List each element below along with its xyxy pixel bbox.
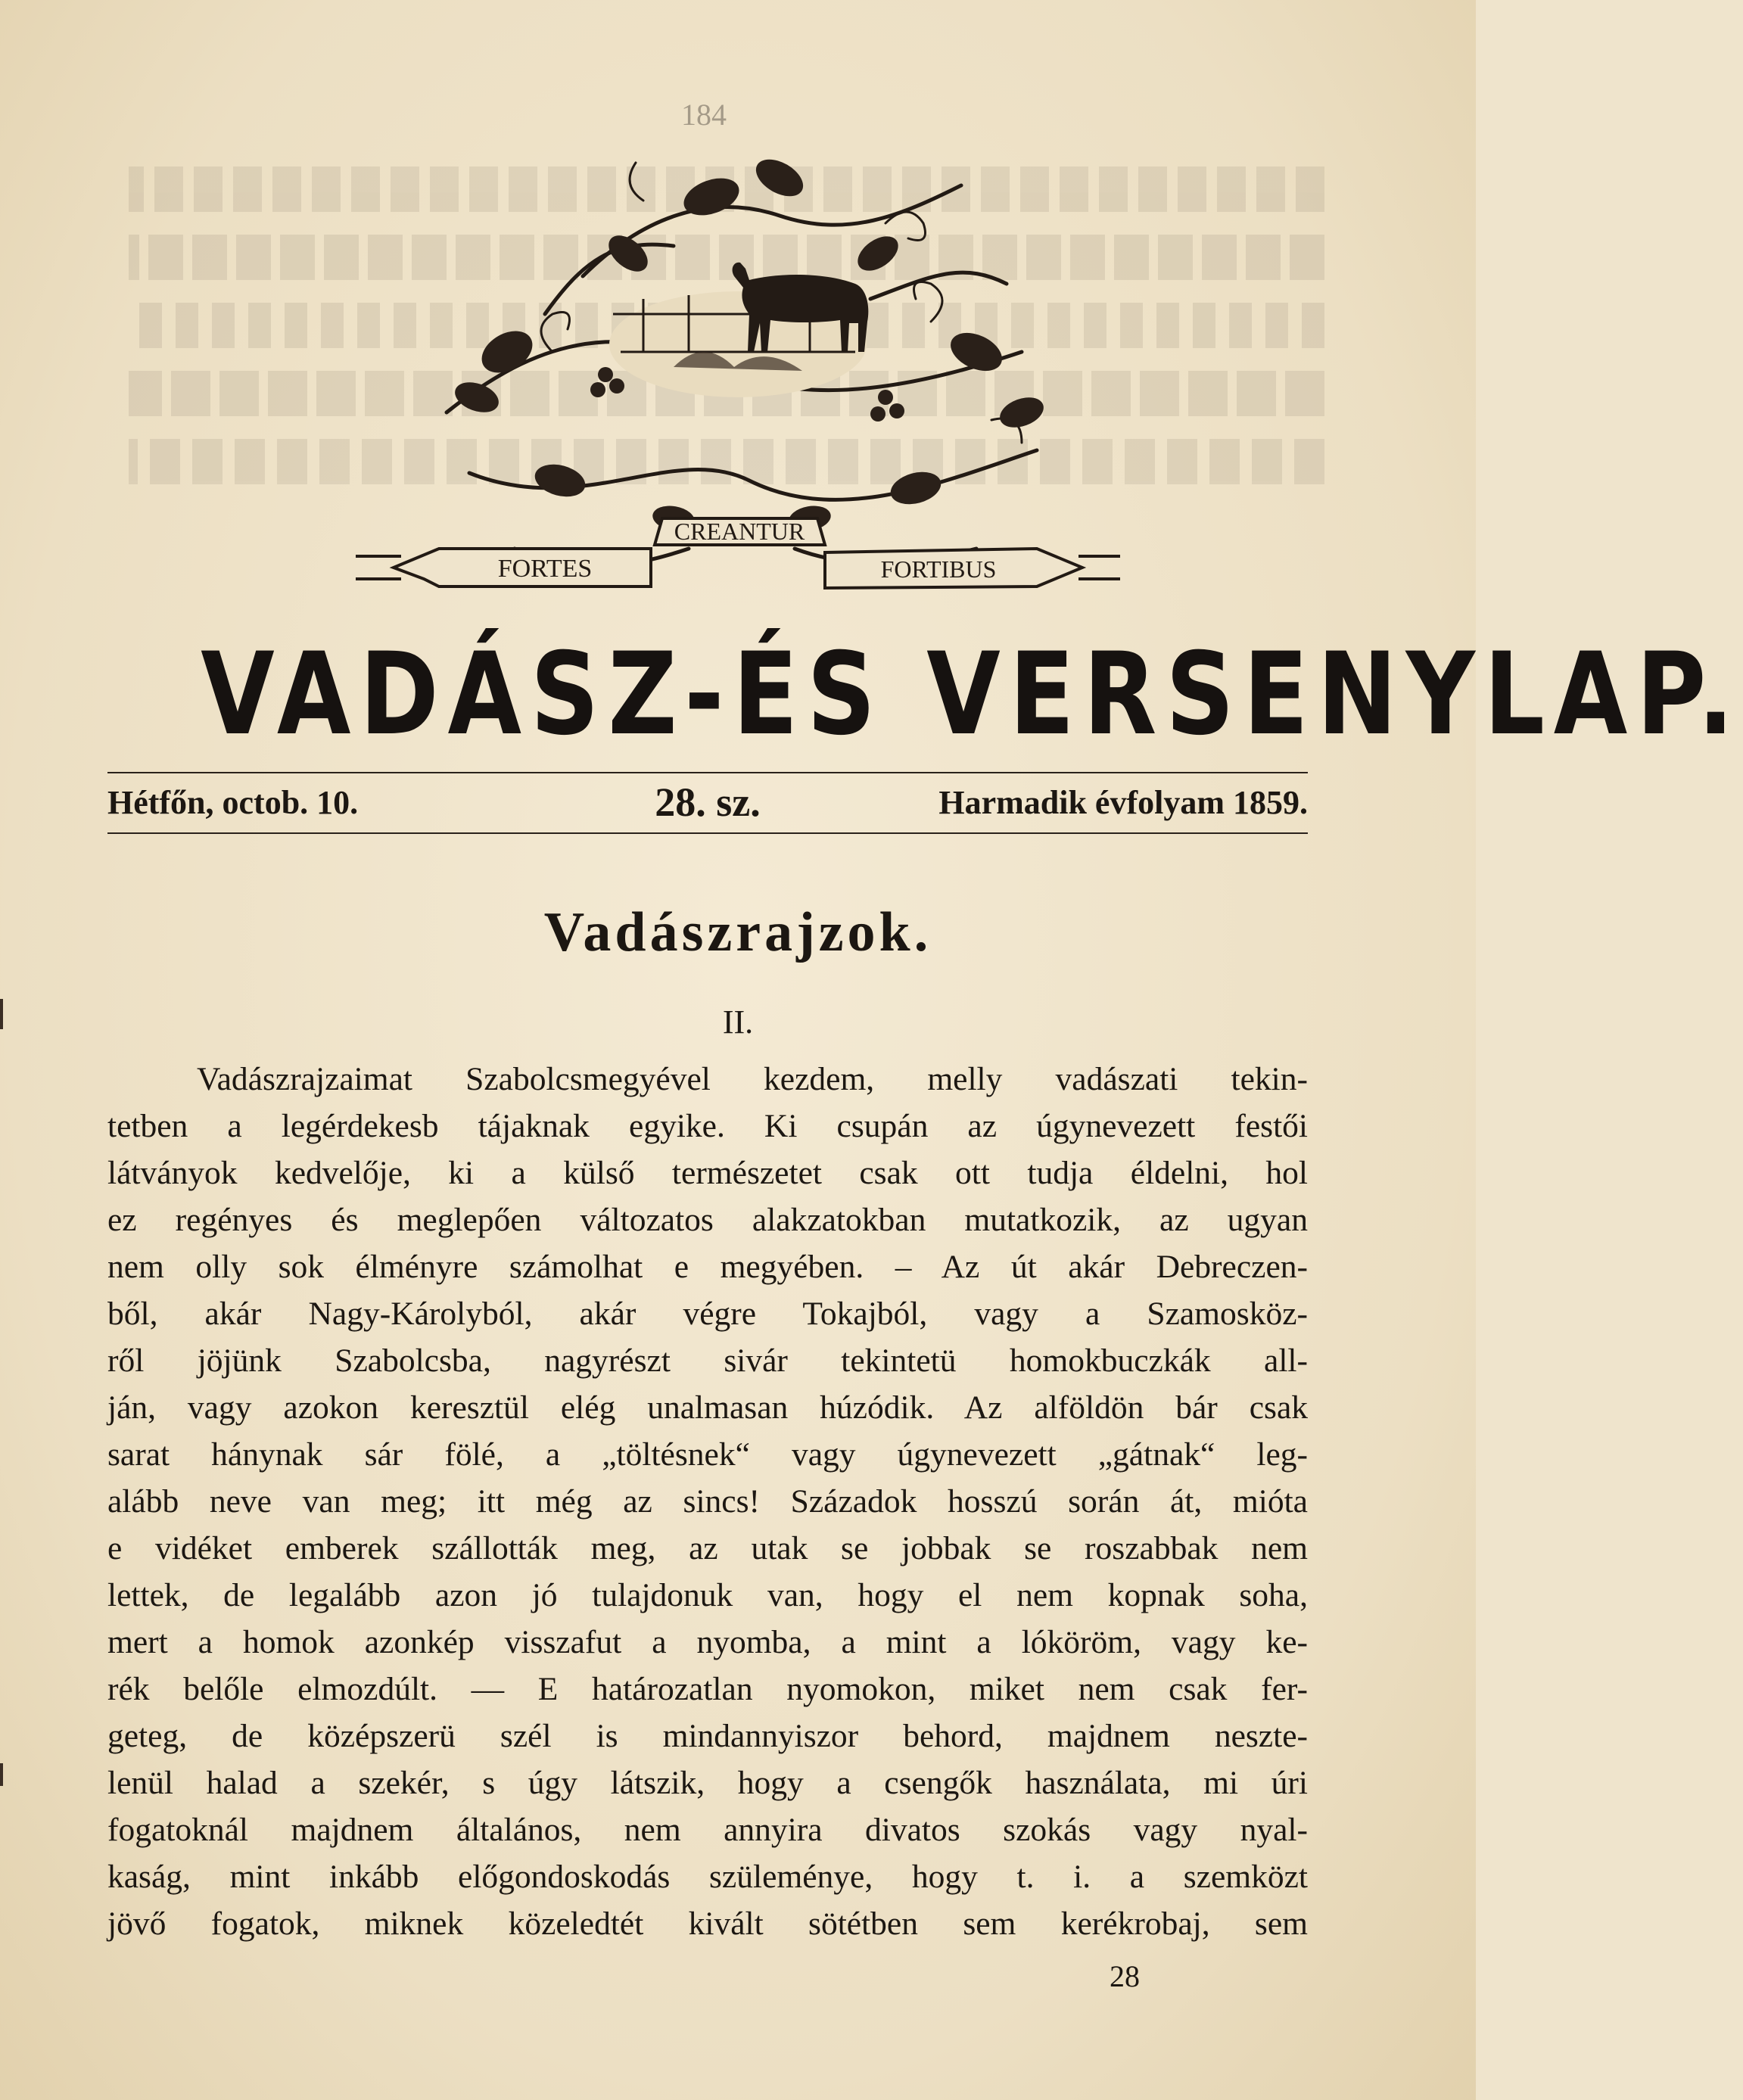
newspaper-masthead: VADÁSZ-ÉS VERSENYLAP. bbox=[201, 629, 1743, 761]
article-section-number: II. bbox=[722, 1003, 754, 1041]
motto-right-text: FORTIBUS bbox=[880, 555, 997, 583]
article-line: Vadászrajzaimat Szabolcsmegyével kezdem, melly vadászati tekin- bbox=[197, 1061, 1308, 1097]
article-line: lenül halad a szekér, s úgy látszik, hogy a csengők használata, mi úri bbox=[107, 1765, 1308, 1801]
signature-mark: 28 bbox=[1110, 1959, 1140, 1993]
article-line: ről jöjünk Szabolcsba, nagyrészt sivár tekintetü homokbuczkák all- bbox=[107, 1342, 1308, 1379]
issue-volume: Harmadik évfolyam 1859. bbox=[938, 784, 1308, 821]
article-line: látványok kedvelője, ki a külső természetet csak ott tudja éldelni, hol bbox=[107, 1155, 1308, 1191]
article-line: rék belőle elmozdúlt. — E határozatlan nyomokon, miket nem csak fer- bbox=[107, 1671, 1308, 1707]
binding-mark bbox=[0, 999, 3, 1029]
top-page-number: 184 bbox=[681, 98, 727, 132]
binding-mark bbox=[0, 1763, 3, 1786]
divider-rule-bottom bbox=[107, 832, 1308, 834]
article-line: geteg, de középszerü szél is mindannyiszor behord, majdnem neszte- bbox=[107, 1718, 1308, 1754]
article-line: ján, vagy azokon keresztül elég unalmasan húzódik. Az alföldön bár csak bbox=[107, 1389, 1308, 1426]
article-line: jövő fogatok, miknek közeledtét kivált sötétben sem kerékrobaj, sem bbox=[107, 1906, 1308, 1942]
article-line: alább neve van meg; itt még az sincs! Századok hosszú során át, mióta bbox=[107, 1483, 1308, 1520]
article-line: kaság, mint inkább előgondoskodás szüleménye, hogy t. i. a szemközt bbox=[107, 1859, 1308, 1895]
article-line: tetben a legérdekesb tájaknak egyike. Ki csupán az úgynevezett festői bbox=[107, 1108, 1308, 1144]
article-line: e vidéket emberek szállották meg, az utak se jobbak se roszabbak nem bbox=[107, 1530, 1308, 1566]
article-line: ez regényes és meglepően változatos alakzatokban mutatkozik, az ugyan bbox=[107, 1202, 1308, 1238]
divider-rule-top bbox=[107, 772, 1308, 773]
motto-banner bbox=[356, 518, 1120, 588]
article-line: nem olly sok élményre számolhat e megyében. – Az út akár Debreczen- bbox=[107, 1249, 1308, 1285]
motto-left-text: FORTES bbox=[497, 555, 593, 583]
issue-info-line bbox=[107, 779, 1308, 829]
article-line: mert a homok azonkép visszafut a nyomba, a mint a lóköröm, vagy ke- bbox=[107, 1624, 1308, 1660]
article-title: Vadászrajzok. bbox=[543, 901, 932, 963]
issue-date: Hétfőn, octob. 10. bbox=[107, 784, 359, 821]
masthead-vignette bbox=[356, 125, 1120, 624]
motto-center-text: CREANTUR bbox=[674, 518, 805, 545]
article-line: lettek, de legalább azon jó tulajdonuk van, hogy el nem kopnak soha, bbox=[107, 1577, 1308, 1613]
article-line: fogatoknál majdnem általános, nem annyira divatos szokás vagy nyal- bbox=[107, 1812, 1308, 1848]
issue-number: 28. sz. bbox=[655, 779, 761, 825]
article-line: sarat hánynak sár fölé, a „töltésnek“ vagy úgynevezett „gátnak“ leg- bbox=[107, 1436, 1308, 1473]
article-line: ből, akár Nagy-Károlyból, akár végre Tokajból, vagy a Szamosköz- bbox=[107, 1296, 1308, 1332]
article-body bbox=[107, 1056, 1308, 1947]
